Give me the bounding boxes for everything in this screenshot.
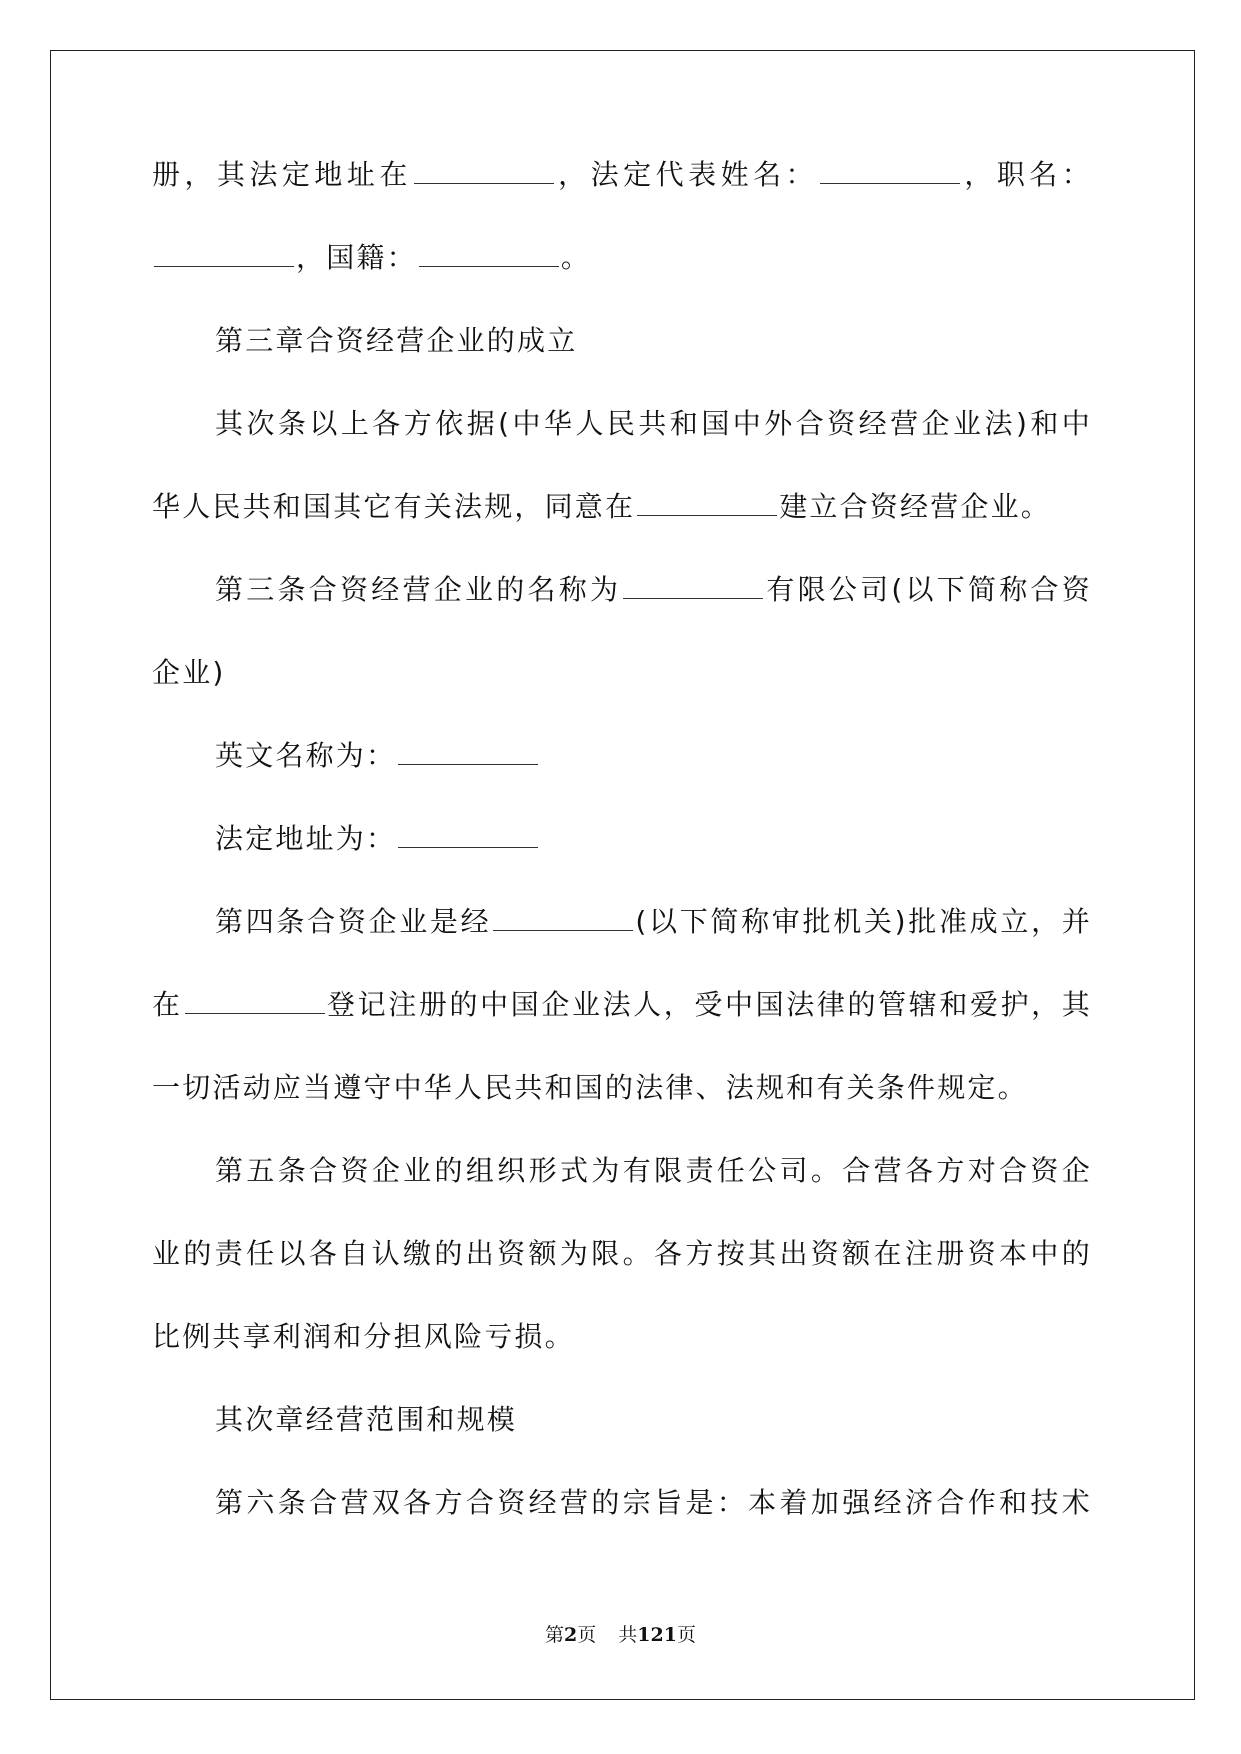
text-segment: 有限公司(以下简称合资 — [765, 573, 1093, 606]
paragraph-line — [152, 570, 1092, 653]
paragraph-line — [152, 819, 1092, 902]
paragraph-line — [152, 653, 1092, 736]
text-segment: 一切活动应当遵守中华人民共和国的法律、法规和有关条件规定。 — [152, 1071, 1028, 1104]
fill-in-blank[interactable] — [185, 987, 325, 1014]
total-suffix: 页 — [676, 1624, 696, 1646]
text-segment: 第三章合资经营企业的成立 — [215, 324, 578, 357]
text-segment: 法定地址为： — [215, 822, 397, 855]
text-segment: 在 — [152, 988, 183, 1021]
paragraph-line — [152, 902, 1092, 985]
fill-in-blank[interactable] — [398, 738, 538, 765]
fill-in-blank[interactable] — [414, 157, 554, 184]
paragraph-line — [152, 1068, 1092, 1151]
text-segment: 第三条合资经营企业的名称为 — [215, 573, 622, 606]
fill-in-blank[interactable] — [820, 157, 960, 184]
page-prefix: 第 — [545, 1624, 565, 1646]
page-footer — [0, 1620, 1241, 1647]
paragraph-line — [152, 985, 1092, 1068]
paragraph-line — [152, 487, 1092, 570]
text-segment: 其次条以上各方依据(中华人民共和国中外合资经营企业法)和中 — [215, 407, 1092, 440]
text-segment: (以下简称审批机关)批准成立，并 — [635, 905, 1092, 938]
text-segment: 英文名称为： — [215, 739, 397, 772]
paragraph-line — [152, 155, 1092, 238]
text-segment: 第四条合资企业是经 — [215, 905, 492, 938]
paragraph-line — [152, 1483, 1092, 1566]
total-pages: 121 — [637, 1624, 677, 1646]
text-segment: ，国籍： — [296, 241, 417, 274]
paragraph-line — [152, 1234, 1092, 1317]
text-segment: 第六条合营双各方合资经营的宗旨是：本着加强经济合作和技术 — [215, 1486, 1092, 1519]
text-segment: 第五条合资企业的组织形式为有限责任公司。合营各方对合资企 — [215, 1154, 1092, 1187]
paragraph-line — [152, 238, 1092, 321]
paragraph-line — [152, 736, 1092, 819]
document-body — [152, 155, 1092, 1566]
text-segment: 登记注册的中国企业法人，受中国法律的管辖和爱护，其 — [326, 988, 1092, 1021]
fill-in-blank[interactable] — [398, 821, 538, 848]
fill-in-blank[interactable] — [493, 904, 633, 931]
text-segment: ，法定代表姓名： — [555, 158, 819, 191]
text-segment: 其次章经营范围和规模 — [215, 1403, 518, 1436]
paragraph-line — [152, 1151, 1092, 1234]
page-suffix: 页 — [577, 1624, 597, 1646]
chapter-heading — [152, 321, 1092, 404]
page-number: 2 — [564, 1624, 578, 1646]
text-segment: 华人民共和国其它有关法规，同意在 — [152, 490, 636, 523]
fill-in-blank[interactable] — [154, 240, 294, 267]
chapter-heading — [152, 1400, 1092, 1483]
text-segment: 业的责任以各自认缴的出资额为限。各方按其出资额在注册资本中的 — [152, 1237, 1092, 1270]
text-segment: 企业) — [152, 656, 226, 689]
fill-in-blank[interactable] — [637, 489, 777, 516]
text-segment: 建立合资经营企业。 — [779, 490, 1052, 523]
fill-in-blank[interactable] — [419, 240, 559, 267]
paragraph-line — [152, 404, 1092, 487]
text-segment: ，职名： — [962, 158, 1092, 191]
text-segment: 比例共享利润和分担风险亏损。 — [152, 1320, 575, 1353]
total-prefix: 共 — [618, 1624, 638, 1646]
paragraph-line — [152, 1317, 1092, 1400]
fill-in-blank[interactable] — [623, 572, 763, 599]
text-segment: 。 — [560, 241, 592, 274]
text-segment: 册，其法定地址在 — [152, 158, 412, 191]
